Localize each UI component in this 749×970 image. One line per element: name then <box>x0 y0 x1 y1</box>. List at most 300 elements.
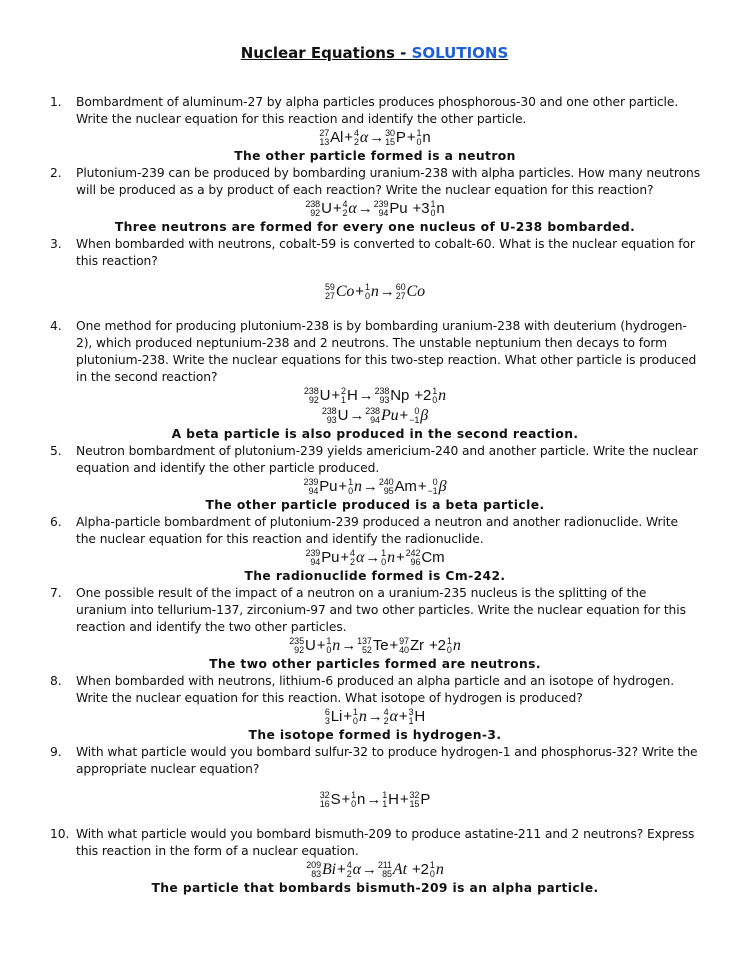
question-item <box>50 744 700 778</box>
atomic-number: 0 <box>432 395 438 406</box>
question-text: Plutonium-239 can be produced by bombarding uranium-238 with alpha particles. How many neutrons will be produced as a by product of each reaction? Write the nuclear equation for this reaction? <box>76 166 701 197</box>
nuclear-equation <box>50 282 700 302</box>
nuclide-symbol: n <box>370 283 379 300</box>
nuclide-symbol: α <box>359 129 369 146</box>
mass-number: 4 <box>350 548 355 559</box>
question-item <box>50 318 700 386</box>
mass-number: 239 <box>373 199 389 210</box>
nuclide-scripts <box>326 637 331 655</box>
question-item <box>50 236 700 270</box>
nuclide-scripts <box>357 637 372 655</box>
mass-number: 1 <box>429 860 435 871</box>
nuclide <box>447 636 461 656</box>
atomic-number: 83 <box>311 869 321 880</box>
nuclide <box>381 548 395 568</box>
nuclide <box>342 199 356 219</box>
nuclide-symbol: Co <box>406 283 425 300</box>
mass-number: 238 <box>321 406 337 417</box>
nuclide <box>399 636 424 656</box>
answer-text: A beta particle is also produced in the second reaction. <box>171 427 579 441</box>
nuclear-equation <box>50 707 700 727</box>
nuclide-scripts <box>325 283 335 301</box>
nuclide <box>430 860 444 880</box>
nuclide-symbol: Bi <box>322 861 337 878</box>
nuclide-scripts <box>347 861 352 879</box>
mass-number: 238 <box>305 199 321 210</box>
equation-operator: + <box>355 283 364 300</box>
nuclide <box>353 707 367 727</box>
nuclide-scripts <box>428 478 438 496</box>
equation-operator: +2 <box>424 637 446 654</box>
nuclide-symbol: U <box>319 387 331 404</box>
nuclide-scripts <box>305 200 320 218</box>
nuclide-symbol: Li <box>330 708 343 725</box>
nuclide-symbol: n <box>422 129 431 146</box>
mass-number: 1 <box>351 790 357 801</box>
nuclide <box>357 636 388 656</box>
atomic-number: 0 <box>351 799 357 810</box>
nuclear-equation <box>50 790 700 810</box>
nuclide-symbol: U <box>321 200 332 217</box>
answer-text: The radionuclide formed is Cm-242. <box>244 569 506 583</box>
atomic-number: 15 <box>409 799 420 810</box>
nuclide-scripts <box>382 791 387 809</box>
atomic-number: 0 <box>429 869 435 880</box>
atomic-number: 52 <box>362 645 372 656</box>
nuclide <box>416 128 430 148</box>
nuclide-symbol: n <box>387 549 395 566</box>
question-text: With what particle would you bombard sulfur-32 to produce hydrogen-1 and phosphorus-32? Write the appropriate nuclear equation? <box>76 745 698 776</box>
nuclear-equation <box>50 548 700 568</box>
mass-number: 1 <box>416 128 422 139</box>
nuclide-symbol: Te <box>372 637 389 654</box>
atomic-number: 93 <box>379 395 390 406</box>
answer-text: The other particle produced is a beta particle. <box>205 498 545 512</box>
atomic-number: −1 <box>409 415 420 426</box>
nuclide-symbol: α <box>389 708 398 725</box>
nuclear-equation <box>50 477 700 497</box>
equation-operator: + <box>389 637 399 654</box>
nuclide <box>305 199 331 219</box>
mass-number: 4 <box>383 707 389 718</box>
nuclide-scripts <box>379 478 394 496</box>
nuclide-scripts <box>410 791 420 809</box>
question-number: 9. <box>50 745 62 759</box>
question-number: 1. <box>50 95 62 109</box>
nuclide-symbol: α <box>348 200 357 217</box>
nuclide-scripts <box>348 478 353 496</box>
nuclide-symbol: α <box>352 861 361 878</box>
atomic-number: 92 <box>310 208 321 219</box>
nuclide-symbol: Pu <box>319 478 338 495</box>
mass-number: 97 <box>399 636 409 647</box>
mass-number: 4 <box>342 199 348 210</box>
question-item <box>50 443 700 477</box>
mass-number: 211 <box>377 860 392 871</box>
atomic-number: 2 <box>346 869 352 880</box>
question-number: 7. <box>50 586 62 600</box>
mass-number: 137 <box>357 636 372 647</box>
atomic-number: 0 <box>348 486 353 497</box>
nuclide-symbol: Co <box>335 283 355 300</box>
nuclide-symbol: Pu <box>389 200 408 217</box>
nuclear-equation <box>50 128 700 148</box>
equation-operator: → <box>365 549 381 566</box>
equation-operator: → <box>369 129 385 146</box>
question-number: 3. <box>50 237 62 251</box>
nuclide-symbol: n <box>357 791 366 808</box>
mass-number: 1 <box>364 282 370 293</box>
nuclide-scripts <box>322 407 337 425</box>
atomic-number: 92 <box>308 395 319 406</box>
nuclide-symbol: Cm <box>421 549 445 566</box>
nuclide <box>347 860 361 880</box>
nuclide-scripts <box>381 549 386 567</box>
nuclear-equation <box>50 386 700 406</box>
nuclide-scripts <box>416 129 421 147</box>
question-text: Bombardment of aluminum-27 by alpha particles produces phosphorous-30 and one other particle. Write the nuclear equation for this reaction and identify the other particle. <box>76 95 679 126</box>
nuclide <box>409 406 428 426</box>
question-item <box>50 514 700 548</box>
mass-number: 1 <box>352 707 358 718</box>
equation-operator: + <box>340 549 350 566</box>
nuclide-scripts <box>406 549 421 567</box>
nuclide-scripts <box>305 549 320 567</box>
nuclide <box>375 386 410 406</box>
nuclide-scripts <box>365 407 380 425</box>
nuclide-scripts <box>378 861 392 879</box>
nuclide-scripts <box>289 637 304 655</box>
nuclide <box>351 790 365 810</box>
nuclear-equation <box>50 860 700 880</box>
mass-number: 1 <box>348 477 353 488</box>
equation-operator: + <box>316 637 326 654</box>
mass-number: 1 <box>446 636 452 647</box>
nuclide-symbol: Al <box>330 129 344 146</box>
question-item <box>50 673 700 707</box>
mass-number: 3 <box>408 707 414 718</box>
nuclide <box>320 790 341 810</box>
nuclide <box>325 707 342 727</box>
nuclide-symbol: Pu <box>321 549 340 566</box>
mass-number: 0 <box>414 406 420 417</box>
nuclide-scripts <box>430 861 435 879</box>
nuclide <box>348 477 362 497</box>
atomic-number: 93 <box>326 415 337 426</box>
equation-operator: + <box>395 549 405 566</box>
equation-operator: + <box>399 407 409 424</box>
equation-operator: → <box>379 283 395 300</box>
mass-number: 242 <box>405 548 421 559</box>
nuclide <box>384 707 398 727</box>
question-item <box>50 826 700 860</box>
nuclear-equation <box>50 406 700 426</box>
nuclide <box>432 386 446 406</box>
mass-number: 1 <box>430 199 436 210</box>
nuclide-symbol: H <box>414 708 426 725</box>
question-text: Neutron bombardment of plutonium-239 yields americium-240 and another particle. Write the nuclear equation and identify the other particle produced. <box>76 444 698 475</box>
answer-text: Three neutrons are formed for every one nucleus of U-238 bombarded. <box>114 220 636 234</box>
question-list <box>50 94 700 897</box>
nuclide <box>325 282 354 302</box>
atomic-number: 27 <box>325 291 335 302</box>
equation-operator: + <box>398 708 408 725</box>
mass-number: 4 <box>353 128 359 139</box>
title-text: Nuclear Equations - <box>240 44 412 62</box>
mass-number: 32 <box>409 790 420 801</box>
nuclide <box>322 406 348 426</box>
nuclide <box>410 790 431 810</box>
nuclide-scripts <box>319 129 329 147</box>
question-text: One method for producing plutonium-238 is by bombarding uranium-238 with deuterium (hydrogen-2), which produced neptunium-238 and 2 neutrons. The unstable neptunium then decays to form plutonium-238. Write the nuclear equations for this two-step reaction. What other particle is produced in the second reaction? <box>76 319 697 384</box>
mass-number: 235 <box>289 636 304 647</box>
nuclide <box>382 790 399 810</box>
mass-number: 1 <box>381 548 387 559</box>
question-number: 10. <box>50 827 70 841</box>
atomic-number: 95 <box>383 486 394 497</box>
atomic-number: 0 <box>381 557 387 568</box>
nuclide-symbol: P <box>420 791 431 808</box>
title-solutions: SOLUTIONS <box>411 44 509 62</box>
question-text: One possible result of the impact of a neutron on a uranium-235 nucleus is the splitting of the uranium into tellurium-137, zirconium-97 and two other particles. Write the nuclear equation for this reaction and identify the two other particles. <box>76 586 686 634</box>
atomic-number: 2 <box>353 137 359 148</box>
nuclide-scripts <box>350 549 355 567</box>
nuclide-symbol: β <box>420 407 429 424</box>
equation-operator: + <box>406 129 416 146</box>
mass-number: 238 <box>374 386 390 397</box>
atomic-number: 0 <box>352 716 358 727</box>
atomic-number: 94 <box>308 486 319 497</box>
nuclide-symbol: β <box>438 478 447 495</box>
atomic-number: 16 <box>319 799 330 810</box>
nuclide-scripts <box>320 791 330 809</box>
equation-operator: +2 <box>407 861 429 878</box>
answer-text: The other particle formed is a neutron <box>234 149 516 163</box>
nuclide-symbol: H <box>388 791 399 808</box>
atomic-number: 2 <box>383 716 389 727</box>
nuclide-scripts <box>353 708 358 726</box>
nuclide <box>378 860 407 880</box>
atomic-number: 0 <box>416 137 422 148</box>
equation-operator: + <box>399 791 409 808</box>
question-number: 6. <box>50 515 62 529</box>
nuclide-scripts <box>430 200 435 218</box>
nuclide-symbol: H <box>346 387 358 404</box>
equation-operator: → <box>362 478 378 495</box>
nuclide-symbol: n <box>436 200 445 217</box>
nuclide-symbol: n <box>435 861 444 878</box>
mass-number: 1 <box>432 386 438 397</box>
nuclide <box>430 199 444 219</box>
equation-operator: → <box>358 387 374 404</box>
nuclide <box>319 128 343 148</box>
question-text: When bombarded with neutrons, lithium-6 produced an alpha particle and an isotope of hydrogen. Write the nuclear equation for this reaction. What isotope of hydrogen is produced? <box>76 674 675 705</box>
nuclide <box>428 477 447 497</box>
equation-operator: +3 <box>408 200 430 217</box>
mass-number: 238 <box>303 386 319 397</box>
atomic-number: 0 <box>430 208 436 219</box>
question-number: 4. <box>50 319 62 333</box>
nuclide <box>350 548 364 568</box>
nuclide <box>306 860 336 880</box>
mass-number: 59 <box>325 282 335 293</box>
nuclide <box>396 282 425 302</box>
page-title <box>0 44 749 62</box>
nuclide-scripts <box>342 200 347 218</box>
nuclide-scripts <box>432 387 437 405</box>
nuclide-scripts <box>409 407 419 425</box>
equation-operator: +2 <box>410 387 432 404</box>
nuclide <box>341 386 358 406</box>
atomic-number: −1 <box>427 486 438 497</box>
nuclide-symbol: S <box>330 791 341 808</box>
mass-number: 1 <box>326 636 332 647</box>
nuclide <box>289 636 315 656</box>
mass-number: 238 <box>365 406 380 417</box>
atomic-number: 94 <box>370 415 380 426</box>
nuclear-equation <box>50 636 700 656</box>
nuclide-scripts <box>365 283 370 301</box>
question-item <box>50 94 700 128</box>
equation-operator: → <box>366 791 382 808</box>
answer-text: The isotope formed is hydrogen-3. <box>248 728 502 742</box>
equation-operator: → <box>349 407 365 424</box>
mass-number: 239 <box>305 548 321 559</box>
answer-text: The particle that bombards bismuth-209 is an alpha particle. <box>151 881 599 895</box>
nuclide-scripts <box>396 283 406 301</box>
nuclide-scripts <box>351 791 356 809</box>
question-number: 8. <box>50 674 62 688</box>
equation-operator: → <box>361 861 377 878</box>
atomic-number: 0 <box>446 645 452 656</box>
nuclide <box>365 406 398 426</box>
equation-operator: + <box>332 200 342 217</box>
nuclide-scripts <box>304 387 319 405</box>
atomic-number: 2 <box>350 557 355 568</box>
atomic-number: 1 <box>408 716 414 727</box>
nuclide-scripts <box>354 129 359 147</box>
mass-number: 239 <box>303 477 319 488</box>
question-number: 5. <box>50 444 62 458</box>
atomic-number: 85 <box>382 869 392 880</box>
nuclide-scripts <box>341 387 346 405</box>
nuclide-scripts <box>409 708 414 726</box>
atomic-number: 3 <box>324 716 330 727</box>
nuclide-symbol: n <box>358 708 367 725</box>
nuclide-scripts <box>385 129 395 147</box>
nuclide-symbol: Np <box>390 387 410 404</box>
mass-number: 240 <box>378 477 394 488</box>
mass-number: 209 <box>306 860 321 871</box>
nuclide-scripts <box>447 637 452 655</box>
nuclide <box>409 707 426 727</box>
nuclide <box>305 548 339 568</box>
question-text: With what particle would you bombard bismuth-209 to produce astatine-211 and 2 neutrons? Express this reaction in the form of a nuclear equation. <box>76 827 695 858</box>
nuclide <box>379 477 417 497</box>
question-number: 2. <box>50 166 62 180</box>
nuclide-scripts <box>375 387 390 405</box>
nuclide <box>326 636 340 656</box>
question-text: When bombarded with neutrons, cobalt-59 is converted to cobalt-60. What is the nuclear equation for this reaction? <box>76 237 695 268</box>
atomic-number: 1 <box>382 799 388 810</box>
equation-operator: + <box>417 478 427 495</box>
equation-operator: + <box>341 791 351 808</box>
mass-number: 32 <box>319 790 330 801</box>
nuclide-symbol: n <box>332 637 341 654</box>
nuclide <box>365 282 379 302</box>
nuclide-scripts <box>325 708 330 726</box>
mass-number: 6 <box>324 707 330 718</box>
atomic-number: 92 <box>294 645 304 656</box>
nuclide <box>406 548 445 568</box>
nuclide <box>304 477 338 497</box>
nuclide-symbol: α <box>355 549 365 566</box>
equation-operator: + <box>337 861 346 878</box>
atomic-number: 94 <box>310 557 321 568</box>
atomic-number: 94 <box>378 208 389 219</box>
nuclide <box>385 128 406 148</box>
question-text: Alpha-particle bombardment of plutonium-239 produced a neutron and another radionuclide. Write the nuclear equation for this reaction and identify the radionuclide. <box>76 515 678 546</box>
question-item <box>50 165 700 199</box>
mass-number: 4 <box>346 860 352 871</box>
nuclide-scripts <box>384 708 389 726</box>
nuclide-symbol: Pu <box>380 407 399 424</box>
nuclide-symbol: P <box>395 129 406 146</box>
nuclide-scripts <box>374 200 389 218</box>
equation-operator: → <box>367 708 383 725</box>
equation-operator: + <box>343 708 352 725</box>
nuclide-symbol: U <box>337 407 349 424</box>
question-item <box>50 585 700 636</box>
mass-number: 2 <box>341 386 346 397</box>
mass-number: 27 <box>319 128 330 139</box>
nuclide-scripts <box>399 637 409 655</box>
atomic-number: 1 <box>341 395 346 406</box>
nuclide-symbol: At <box>392 861 407 878</box>
equation-operator: + <box>344 129 353 146</box>
atomic-number: 27 <box>395 291 406 302</box>
atomic-number: 96 <box>410 557 421 568</box>
atomic-number: 2 <box>342 208 348 219</box>
nuclide-symbol: n <box>452 637 461 654</box>
equation-operator: → <box>357 200 373 217</box>
equation-operator: + <box>338 478 348 495</box>
equation-operator: + <box>331 387 341 404</box>
nuclide-scripts <box>306 861 321 879</box>
nuclide-symbol: Zr <box>409 637 424 654</box>
nuclide-symbol: U <box>304 637 316 654</box>
nuclide <box>374 199 408 219</box>
atomic-number: 15 <box>385 137 395 148</box>
mass-number: 60 <box>395 282 406 293</box>
nuclide-symbol: n <box>438 387 447 404</box>
nuclide-symbol: n <box>354 478 362 495</box>
nuclear-equation <box>50 199 700 219</box>
mass-number: 1 <box>382 790 388 801</box>
equation-operator: → <box>341 637 357 654</box>
atomic-number: 0 <box>364 291 370 302</box>
mass-number: 30 <box>385 128 395 139</box>
mass-number: 0 <box>432 477 438 488</box>
atomic-number: 13 <box>319 137 330 148</box>
atomic-number: 40 <box>399 645 409 656</box>
nuclide <box>304 386 330 406</box>
answer-text: The two other particles formed are neutrons. <box>209 657 541 671</box>
nuclide <box>354 128 368 148</box>
atomic-number: 0 <box>326 645 332 656</box>
nuclide-scripts <box>304 478 319 496</box>
nuclide-symbol: Am <box>394 478 417 495</box>
